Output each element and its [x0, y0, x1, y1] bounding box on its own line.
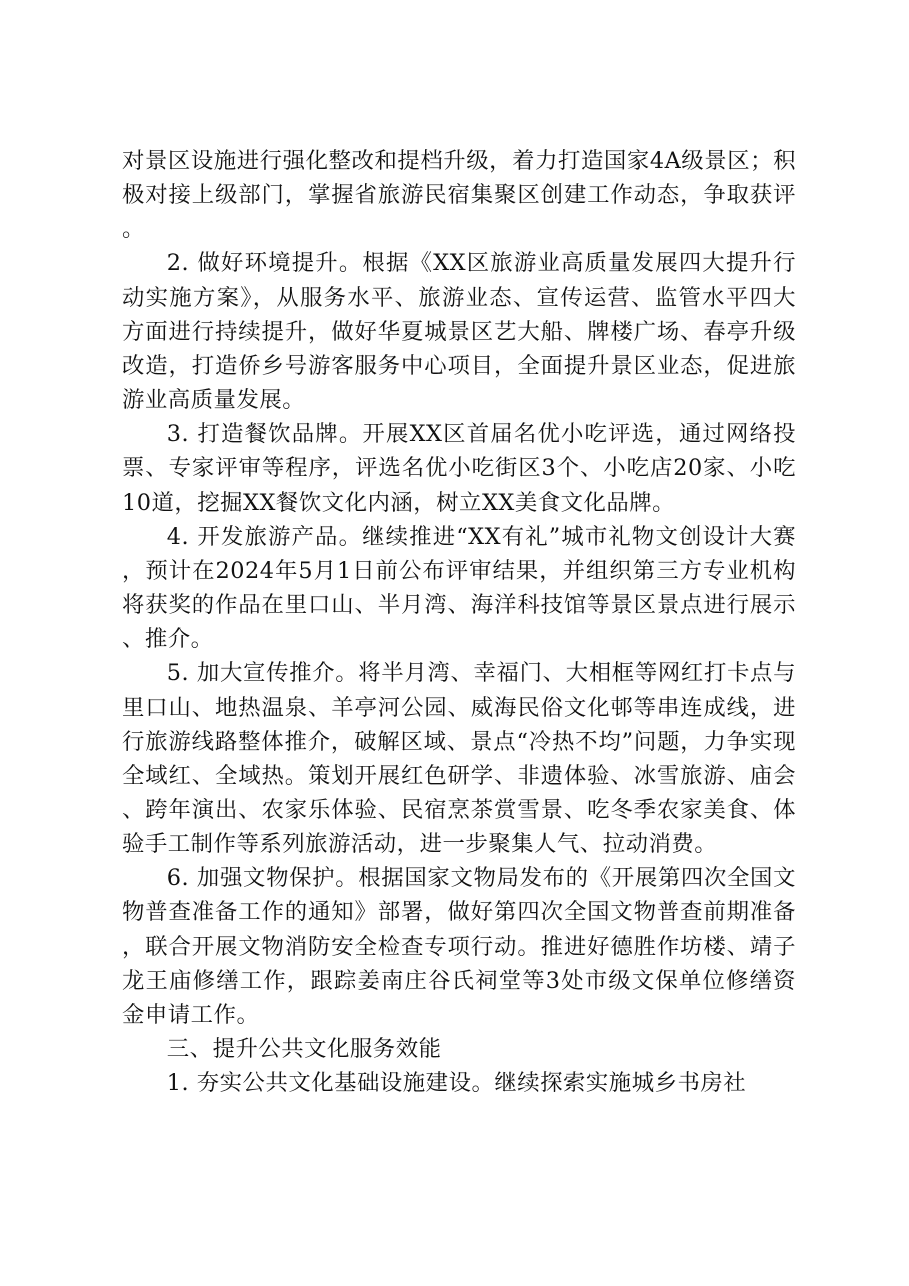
paragraph-tourism-products: 4. 开发旅游产品。继续推进“XX有礼”城市礼物文创设计大赛，预计在2024年5月1日前公布评审结果，并组织第三方专业机构将获奖的作品在里口山、半月湾、海洋科技馆等景区景点进行展示、推介。: [122, 523, 796, 653]
paragraph-public-culture: 1. 夯实公共文化基础设施建设。继续探索实施城乡书房社: [166, 1070, 747, 1097]
paragraph-continuation: 对景区设施进行强化整改和提档升级，着力打造国家4A级景区；积极对接上级部门，掌握省旅游民宿集聚区创建工作动态，争取获评。: [122, 148, 796, 243]
paragraph-promotion: 5. 加大宣传推介。将半月湾、幸福门、大相框等网红打卡点与里口山、地热温泉、羊亭河公园、威海民俗文化邨等串连成线，进行旅游线路整体推介，破解区域、景点“冷热不均”问题，力争实现全域红、全域热。策划开展红色研学、非遗体验、冰雪旅游、庙会、跨年演出、农家乐体验、民宿烹茶赏雪景、吃冬季农家美食、体验手工制作等系列旅游活动，进一步聚集人气、拉动消费。: [122, 660, 796, 858]
paragraph-catering: 3. 打造餐饮品牌。开展XX区首届名优小吃评选，通过网络投票、专家评审等程序，评选名优小吃街区3个、小吃店20家、小吃10道，挖掘XX餐饮文化内涵，树立XX美食文化品牌。: [122, 421, 796, 516]
section-heading: 三、提升公共文化服务效能: [166, 1036, 442, 1063]
paragraph-environment: 2. 做好环境提升。根据《XX区旅游业高质量发展四大提升行动实施方案》，从服务水平、旅游业态、宣传运营、监管水平四大方面进行持续提升，做好华夏城景区艺大船、牌楼广场、春亭升级改造，打造侨乡号游客服务中心项目，全面提升景区业态，促进旅游业高质量发展。: [122, 250, 796, 414]
paragraph-heritage: 6. 加强文物保护。根据国家文物局发布的《开展第四次全国文物普查准备工作的通知》部署，做好第四次全国文物普查前期准备，联合开展文物消防安全检查专项行动。推进好德胜作坊楼、靖子龙王庙修缮工作，跟踪姜南庄谷氏祠堂等3处市级文保单位修缮资金申请工作。: [122, 865, 796, 1028]
document-page: [122, 144, 796, 1100]
